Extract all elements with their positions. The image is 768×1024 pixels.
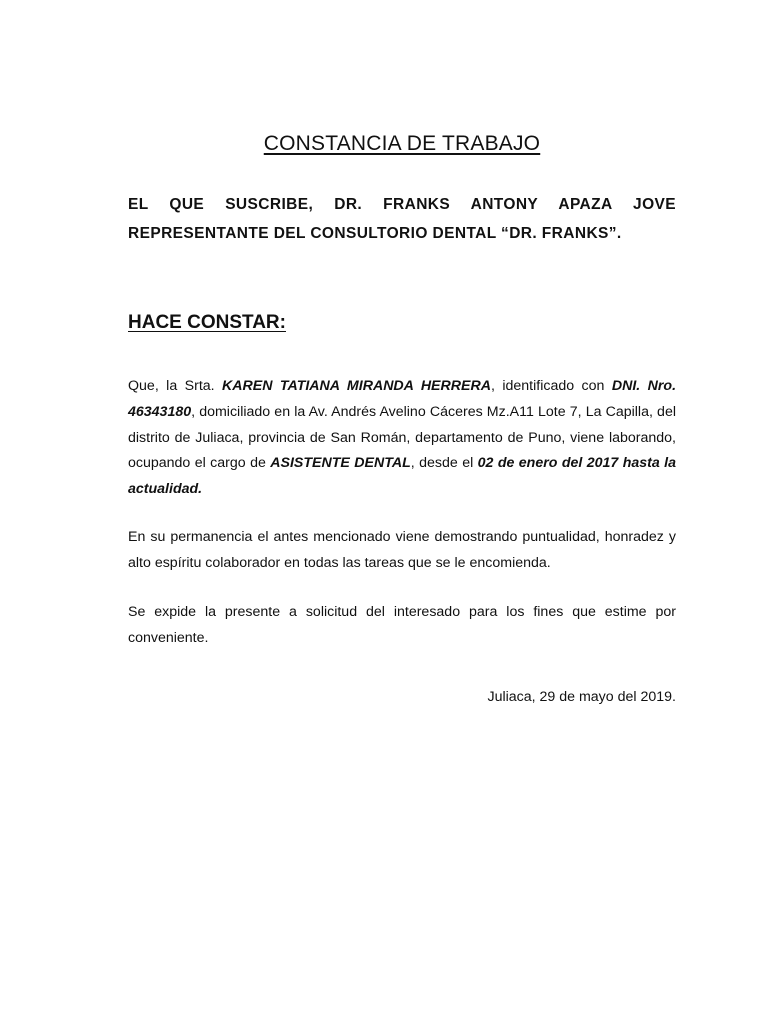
paragraph1-text-4: , desde el: [410, 455, 478, 472]
section-heading: HACE CONSTAR:: [128, 312, 286, 333]
paragraph1-text-1: Que, la Srta.: [128, 378, 223, 394]
intro-paragraph: EL QUE SUSCRIBE, DR. FRANKS ANTONY APAZA JOVE REPRESENTANTE DEL CONSULTORIO DENTAL “DR. FRANKS”.: [128, 196, 676, 242]
paragraph1-text-2: , identificado con: [490, 378, 612, 394]
employment-paragraph: [128, 374, 676, 503]
employee-name: KAREN TATIANA MIRANDA HERRERA: [222, 378, 491, 394]
conduct-paragraph: En su permanencia el antes mencionado viene demostrando puntualidad, honradez y alto espíritu colaborador en todas las tareas que se le encomienda.: [128, 529, 676, 571]
employee-position: ASISTENTE DENTAL: [270, 455, 411, 472]
employment-period: 02 de enero del 2017 hasta la actualidad.: [128, 455, 676, 498]
issuance-paragraph: Se expide la presente a solicitud del interesado para los fines que estime por conveniente.: [128, 604, 676, 646]
paragraph1-text-3: , domiciliado en la Av. Andrés Avelino Cáceres Mz.A11 Lote 7, La Capilla, del distrito de Juliaca, provincia de San Román, departamento de Puno, viene laborando, ocupando el cargo de: [128, 403, 676, 472]
document-title: CONSTANCIA DE TRABAJO: [263, 132, 541, 155]
employee-dni: DNI. Nro. 46343180: [128, 378, 677, 420]
date-line: Juliaca, 29 de mayo del 2019.: [487, 689, 676, 705]
